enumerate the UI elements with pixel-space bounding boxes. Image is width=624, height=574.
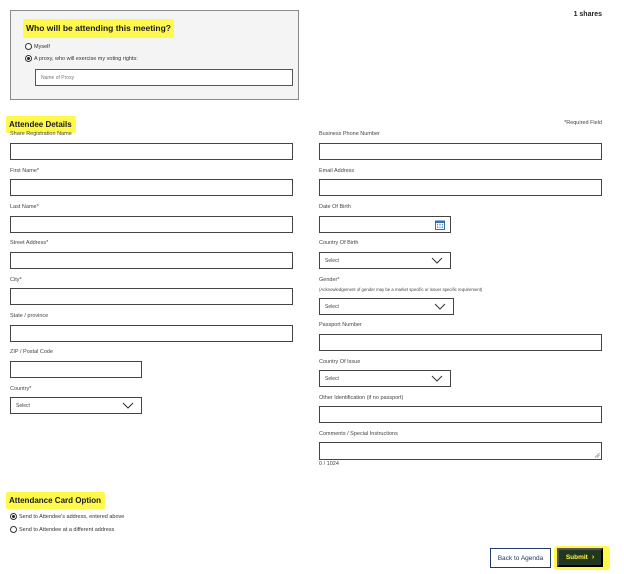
share-registration-name-input[interactable]	[10, 143, 293, 160]
country-of-issue-label: Country Of Issue	[319, 359, 361, 365]
attendance-question-title: Who will be attending this meeting?	[23, 19, 174, 38]
card-option-2-radio[interactable]	[10, 526, 17, 533]
submit-button[interactable]	[557, 548, 603, 567]
country-of-issue-value: Select	[325, 375, 339, 382]
gender-label: Gender*	[319, 277, 340, 283]
other-identification-label: Other Identification (if no passport)	[319, 395, 404, 401]
passport-number-label: Passport Number	[319, 322, 362, 328]
passport-number-input[interactable]	[319, 334, 602, 351]
chevron-right-icon: ›	[591, 554, 595, 561]
date-of-birth-input[interactable]	[319, 216, 451, 233]
required-field-note: *Required Field	[564, 120, 602, 126]
last-name-input[interactable]	[10, 216, 293, 233]
city-input[interactable]	[10, 288, 293, 305]
myself-label: Myself	[34, 43, 50, 50]
business-phone-input[interactable]	[319, 143, 602, 160]
first-name-input[interactable]	[10, 179, 293, 196]
comments-textarea[interactable]	[319, 442, 602, 460]
country-of-birth-value: Select	[325, 257, 339, 264]
proxy-name-input[interactable]	[35, 69, 293, 86]
resize-handle-icon[interactable]	[594, 452, 600, 458]
gender-select-value: Select	[325, 303, 339, 310]
email-input[interactable]	[319, 179, 602, 196]
last-name-label: Last Name*	[10, 204, 39, 210]
country-of-birth-select[interactable]	[319, 252, 451, 269]
country-label: Country*	[10, 386, 32, 392]
state-input[interactable]	[10, 325, 293, 342]
option-myself[interactable]	[25, 43, 50, 50]
comments-character-counter: 0 / 1024	[319, 461, 339, 467]
submit-highlight	[554, 546, 610, 570]
attendance-type-panel	[10, 10, 299, 100]
zip-input[interactable]	[10, 361, 142, 378]
street-address-label: Street Address*	[10, 240, 49, 246]
business-phone-label: Business Phone Number	[319, 131, 380, 137]
country-select[interactable]	[10, 397, 142, 414]
chevron-down-icon	[431, 256, 443, 265]
card-option-1-radio[interactable]	[10, 513, 17, 520]
chevron-down-icon	[122, 401, 134, 410]
country-select-value: Select	[16, 402, 30, 409]
option-proxy[interactable]	[25, 55, 138, 62]
email-label: Email Address	[319, 168, 355, 174]
date-of-birth-label: Date Of Birth	[319, 204, 351, 210]
submit-label: Submit	[565, 554, 588, 561]
calendar-icon[interactable]	[435, 220, 445, 230]
other-identification-input[interactable]	[319, 406, 602, 423]
attendee-details-title: Attendee Details	[6, 116, 76, 133]
share-registration-name-label: Share Registration Name	[10, 131, 72, 137]
chevron-down-icon	[431, 374, 443, 383]
proxy-radio[interactable]	[25, 55, 32, 62]
city-label: City*	[10, 277, 22, 283]
country-of-birth-label: Country Of Birth	[319, 240, 359, 246]
gender-select[interactable]	[319, 298, 454, 315]
chevron-down-icon	[434, 302, 446, 311]
state-label: State / province	[10, 313, 49, 319]
attendance-card-option-title: Attendance Card Option	[6, 492, 105, 509]
gender-note: (Acknowledgement of gender may be a market specific or issuer specific requirement)	[319, 287, 483, 292]
comments-label: Comments / Special Instructions	[319, 431, 398, 437]
card-option-different-address[interactable]	[10, 526, 114, 533]
back-to-agenda-button[interactable]: Back to Agenda	[490, 548, 551, 568]
card-option-2-label: Send to Attendee at a different address	[19, 526, 115, 533]
card-option-attendee-address[interactable]	[10, 513, 124, 520]
country-of-issue-select[interactable]	[319, 370, 451, 387]
shares-count: 1 shares	[573, 11, 602, 18]
card-option-1-label: Send to Attendee's address, entered above	[19, 513, 125, 520]
street-address-input[interactable]	[10, 252, 293, 269]
zip-label: ZIP / Postal Code	[10, 349, 54, 355]
first-name-label: First Name*	[10, 168, 40, 174]
myself-radio[interactable]	[25, 43, 32, 50]
proxy-label: A proxy, who will exercise my voting rights:	[34, 55, 138, 62]
